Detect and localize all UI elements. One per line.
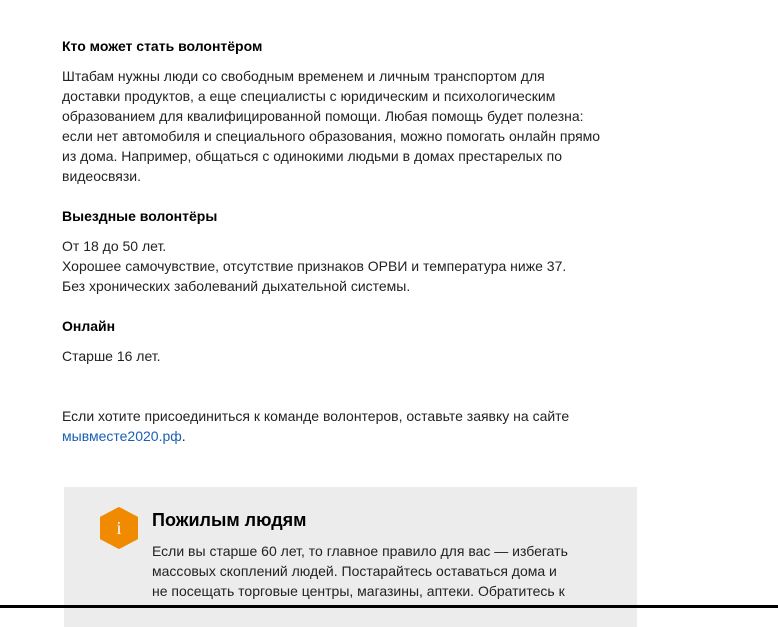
text-line: не посещать торговые центры, магазины, аптеки. Обратитесь к [152, 583, 565, 599]
section-heading-who-can-volunteer: Кто может стать волонтёром [62, 38, 263, 54]
volunteer-site-link[interactable]: мывместе2020.рф [62, 428, 182, 444]
info-badge-glyph: i [116, 518, 122, 538]
text-line: доставки продуктов, а еще специалисты с юридическим и психологическим [62, 88, 556, 104]
callout-title: Пожилым людям [152, 510, 307, 530]
info-icon [99, 507, 139, 549]
text-line: Хорошее самочувствие, отсутствие признаков ОРВИ и температура ниже 37. [62, 258, 567, 274]
section-text-field-volunteers [62, 236, 652, 296]
section-online-volunteers [62, 316, 652, 366]
section-field-volunteers [62, 206, 652, 296]
section-heading-online: Онлайн [62, 318, 116, 334]
section-heading-field-volunteers: Выездные волонтёры [62, 208, 218, 224]
text-line: Старше 16 лет. [62, 348, 161, 364]
article-body [62, 36, 652, 446]
text-line: видеосвязи. [62, 168, 141, 184]
text-line: образованием для квалифицированной помощи. Любая помощь будет полезна: [62, 108, 584, 124]
text-line: Штабам нужны люди со свободным временем и личным транспортом для [62, 68, 545, 84]
text-line: из дома. Например, общаться с одинокими людьми в домах престарелых по [62, 148, 563, 164]
text-line: От 18 до 50 лет. [62, 238, 167, 254]
join-text: Если хотите присоединиться к команде волонтеров, оставьте заявку на сайте [62, 408, 570, 424]
section-text-who-can-volunteer [62, 66, 652, 186]
join-link-line [62, 426, 652, 446]
text-line: массовых скоплений людей. Постарайтесь оставаться дома и [152, 563, 557, 579]
callout-text [152, 541, 622, 601]
text-line: если нет автомобиля и специального образования, можно помогать онлайн прямо [62, 128, 601, 144]
join-paragraph [62, 406, 652, 446]
text-line: Без хронических заболеваний дыхательной системы. [62, 278, 411, 294]
join-link-period: . [181, 428, 186, 444]
section-text-online [62, 346, 652, 366]
info-badge-shape [99, 507, 139, 549]
section-who-can-volunteer [62, 36, 652, 186]
text-line: Если вы старше 60 лет, то главное правило для вас — избегать [152, 543, 568, 559]
